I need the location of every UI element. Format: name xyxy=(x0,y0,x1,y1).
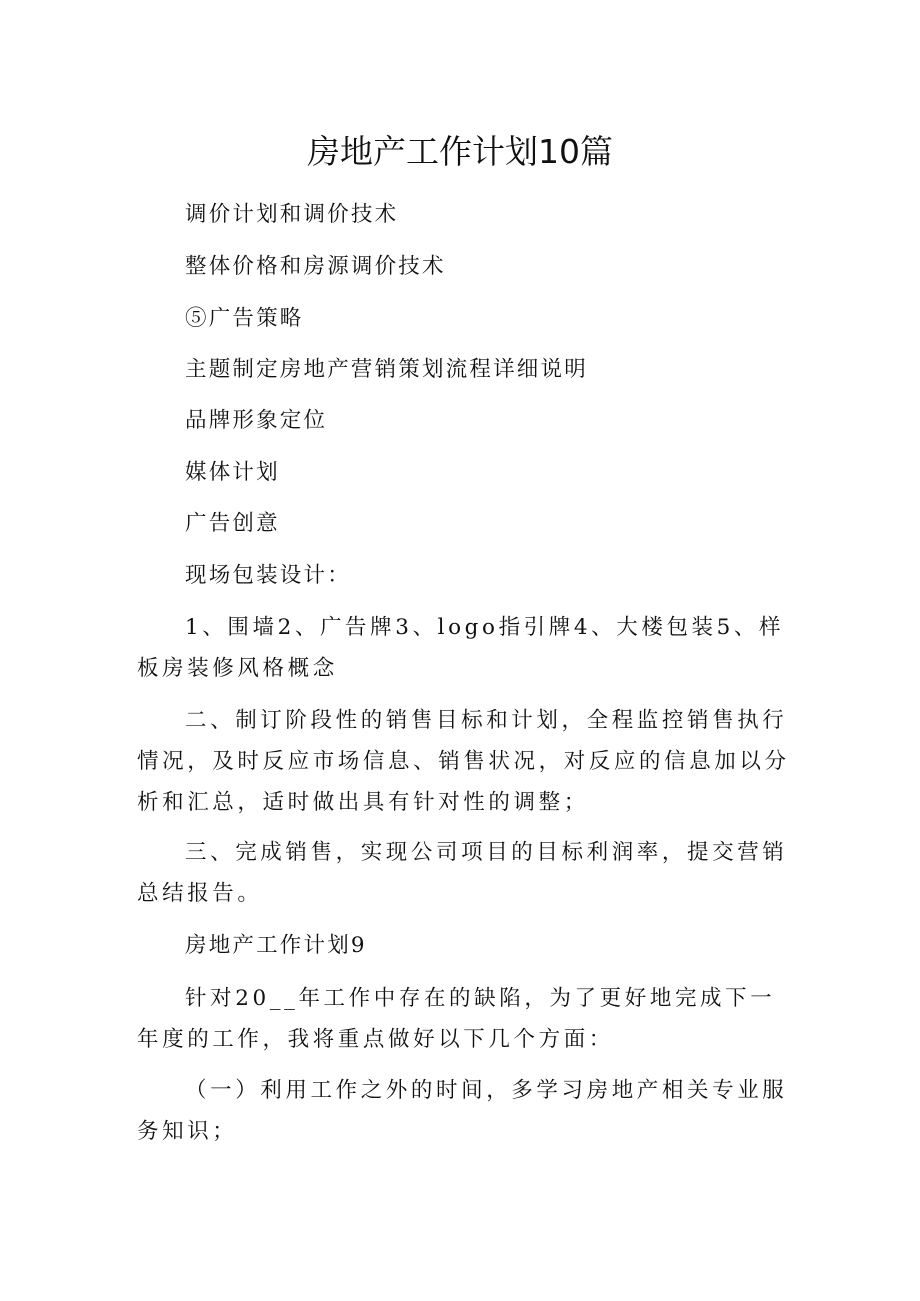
paragraph-pricing-plan: 调价计划和调价技术 xyxy=(185,202,399,227)
paragraph-theme: 主题制定房地产营销策划流程详细说明 xyxy=(185,357,588,382)
paragraph-study: （一）利用工作之外的时间，多学习房地产相关专业服务知识； xyxy=(137,1078,788,1144)
paragraph-brand-positioning: 品牌形象定位 xyxy=(185,408,328,433)
paragraph-media-plan: 媒体计划 xyxy=(185,460,280,485)
paragraph-overall-pricing: 整体价格和房源调价技术 xyxy=(185,254,446,279)
paragraph-sales-targets: 二、制订阶段性的销售目标和计划，全程监控销售执行情况，及时反应市场信息、销售状况，对反应的信息加以分析和汇总，适时做出具有针对性的调整； xyxy=(137,708,790,815)
document-title: 房地产工作计划10篇 xyxy=(307,132,613,171)
paragraph-ad-creative: 广告创意 xyxy=(185,511,280,536)
paragraph-site-items: 1、围墙2、广告牌3、logo指引牌4、大楼包装5、样板房装修风格概念 xyxy=(137,615,785,681)
paragraph-ad-strategy: ⑤广告策略 xyxy=(185,306,304,331)
paragraph-complete-sales: 三、完成销售，实现公司项目的目标利润率，提交营销总结报告。 xyxy=(137,840,788,906)
paragraph-plan-9-heading: 房地产工作计划9 xyxy=(185,933,367,958)
paragraph-site-packaging: 现场包装设计： xyxy=(185,563,351,588)
paragraph-next-year: 针对20__年工作中存在的缺陷，为了更好地完成下一年度的工作，我将重点做好以下几个方面： xyxy=(137,986,776,1052)
